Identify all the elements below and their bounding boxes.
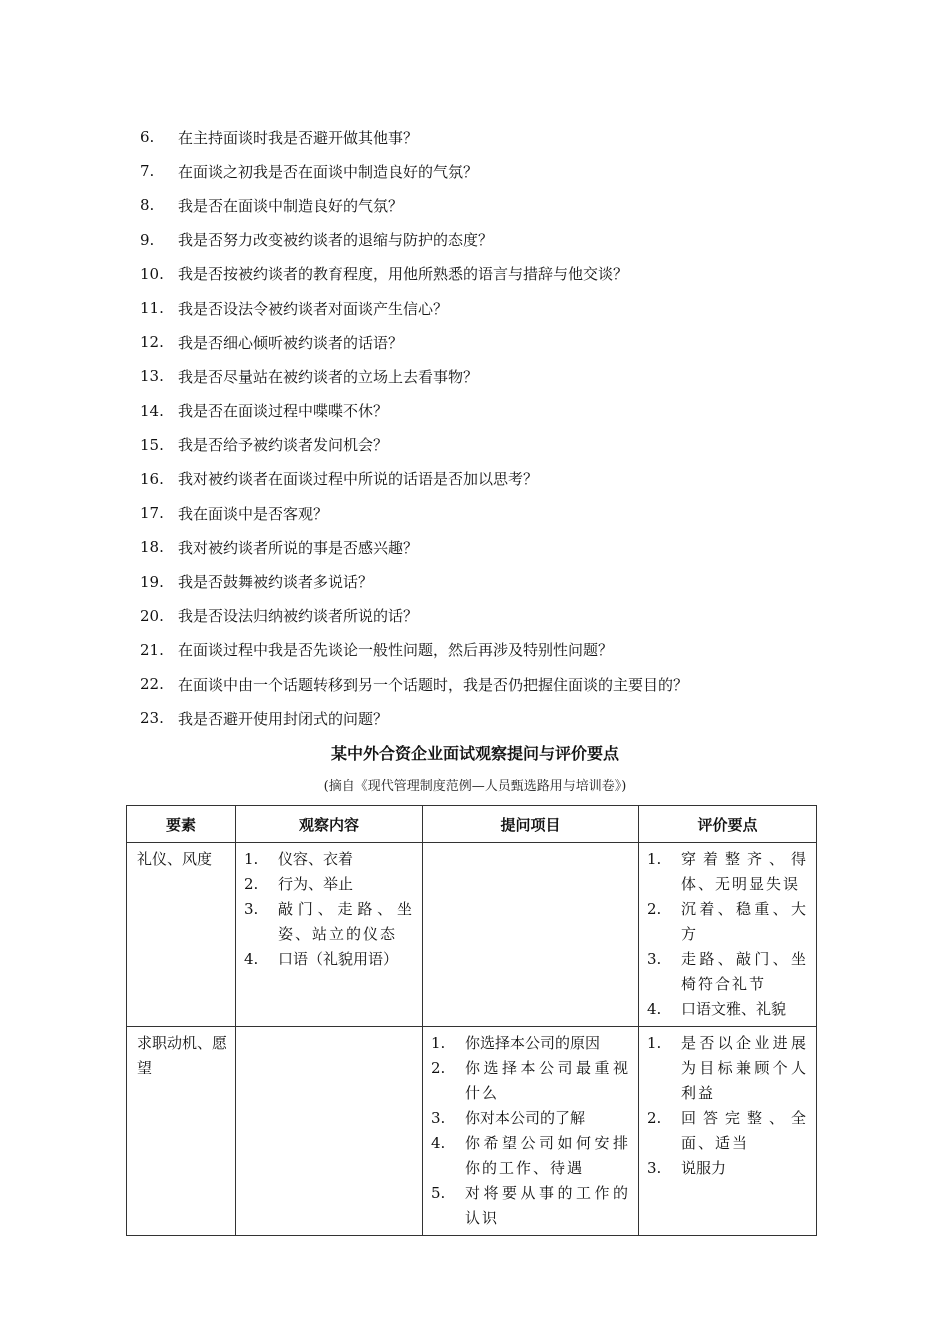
eval-list (647, 1031, 808, 1181)
list-item: 17. 我在面谈中是否客观？ (140, 504, 329, 523)
list-item: 2. 你选择本公司最重视什么 (431, 1059, 630, 1102)
list-item: 15. 我是否给予被约谈者发问机会？ (140, 435, 389, 455)
list-item: 3. 敲门、走路、坐姿、站立的仪态 (244, 900, 414, 943)
list-item: 4. 口语（礼貌用语） (244, 950, 399, 968)
list-item: 1. 仪容、衣着 (244, 850, 354, 868)
question-list (140, 120, 840, 735)
list-item: 7. 在面谈之初我是否在面谈中制造良好的气氛？ (140, 162, 479, 181)
list-item: 11. 我是否设法令被约谈者对面谈产生信心？ (140, 299, 449, 318)
list-item: 1. 穿着整齐、得体、无明显失误 (647, 850, 808, 893)
table-row (127, 1027, 817, 1236)
table-title: 某中外合资企业面试观察提问与评价要点 (330, 744, 619, 763)
cell-element: 礼仪、风度 (127, 843, 236, 1027)
list-item: 13. 我是否尽量站在被约谈者的立场上去看事物？ (140, 367, 479, 386)
cell-ask (423, 843, 639, 1027)
list-item: 3. 说服力 (647, 1159, 727, 1177)
list-item: 6. 在主持面谈时我是否避开做其他事？ (140, 128, 419, 147)
cell-ask (423, 1027, 639, 1236)
list-item: 1. 你选择本公司的原因 (431, 1034, 601, 1052)
list-item: 4. 口语文雅、礼貌 (647, 1000, 787, 1018)
list-item: 12. 我是否细心倾听被约谈者的话语？ (140, 333, 404, 352)
list-item: 4. 你希望公司如何安排你的工作、待遇 (431, 1134, 630, 1177)
list-item: 1. 是否以企业进展为目标兼顾个人利益 (647, 1034, 808, 1102)
list-item: 23. 我是否避开使用封闭式的问题？ (140, 709, 389, 728)
evaluation-table (126, 805, 817, 1236)
header-observe: 观察内容 (236, 806, 423, 843)
list-item: 3. 你对本公司的了解 (431, 1109, 586, 1127)
list-item: 14. 我是否在面谈过程中喋喋不休？ (140, 401, 389, 421)
table-header-row (127, 806, 817, 843)
observe-list (244, 847, 414, 972)
list-item: 5. 对将要从事的工作的认识 (431, 1184, 630, 1227)
cell-observe (236, 843, 423, 1027)
header-eval: 评价要点 (639, 806, 817, 843)
header-ask: 提问项目 (423, 806, 639, 843)
ask-list (431, 1031, 630, 1231)
eval-list (647, 847, 808, 1022)
list-item: 3. 走路、敲门、坐椅符合礼节 (647, 950, 808, 993)
cell-eval (639, 1027, 817, 1236)
list-item: 20. 我是否设法归纳被约谈者所说的话？ (140, 606, 419, 626)
table-source-note: (摘自《现代管理制度范例—人员甄选路用与培训卷》) (323, 779, 627, 794)
header-element: 要素 (127, 806, 236, 843)
cell-observe (236, 1027, 423, 1236)
list-item: 9. 我是否努力改变被约谈者的退缩与防护的态度？ (140, 230, 494, 250)
list-item: 2. 回答完整、全面、适当 (647, 1109, 808, 1152)
list-item: 19. 我是否鼓舞被约谈者多说话？ (140, 572, 374, 592)
list-item: 8. 我是否在面谈中制造良好的气氛？ (140, 196, 404, 215)
list-item: 18. 我对被约谈者所说的事是否感兴趣？ (140, 538, 419, 557)
cell-element: 求职动机、愿望 (127, 1027, 236, 1236)
list-item: 2. 行为、举止 (244, 875, 354, 893)
list-item: 22. 在面谈中由一个话题转移到另一个话题时，我是否仍把握住面谈的主要目的？ (140, 675, 689, 694)
table-row (127, 843, 817, 1027)
list-item: 2. 沉着、稳重、大方 (647, 900, 808, 943)
list-item: 21. 在面谈过程中我是否先谈论一般性问题，然后再涉及特别性问题？ (140, 640, 614, 660)
list-item: 16. 我对被约谈者在面谈过程中所说的话语是否加以思考？ (140, 469, 539, 489)
cell-eval (639, 843, 817, 1027)
list-item: 10. 我是否按被约谈者的教育程度，用他所熟悉的语言与措辞与他交谈？ (140, 264, 629, 284)
